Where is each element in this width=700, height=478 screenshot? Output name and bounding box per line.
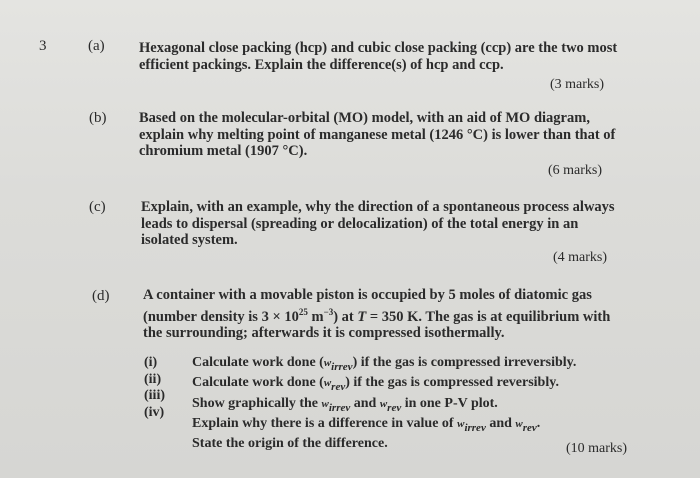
part-b-text bbox=[139, 110, 615, 160]
part-d-label: (d) bbox=[92, 288, 110, 304]
subpart-texts bbox=[192, 355, 576, 453]
subpart-label: (iii) bbox=[144, 388, 165, 403]
subpart-iv-text: Explain why there is a difference in value of $w_{irrev}$ and $w_{rev}$. bbox=[192, 415, 541, 434]
part-c-line: isolated system. bbox=[141, 232, 238, 248]
part-d-line: the surrounding; afterwards it is compressed isothermally. bbox=[143, 324, 505, 341]
part-a-line: Hexagonal close packing (hcp) and cubic close packing (ccp) are the two most bbox=[139, 40, 618, 56]
subpart-label: (i) bbox=[144, 355, 158, 370]
part-b-label: (b) bbox=[89, 110, 107, 126]
part-d-line: A container with a movable piston is occupied by 5 moles of diatomic gas bbox=[143, 287, 592, 303]
subpart-labels bbox=[144, 355, 165, 421]
part-d-marks: (10 marks) bbox=[566, 441, 628, 456]
part-b-marks: (6 marks) bbox=[548, 163, 603, 178]
part-d-text bbox=[143, 287, 610, 341]
subpart-iv-extra: State the origin of the difference. bbox=[192, 436, 388, 452]
part-a-line: efficient packings. Explain the difference(s) of hcp and ccp. bbox=[139, 56, 504, 73]
part-c-marks: (4 marks) bbox=[553, 250, 608, 265]
part-c-text bbox=[141, 199, 615, 249]
part-d-line: (number density is $3 \times 10^{25}$ $m^{-3}$) at T = 350 K. The gas is at equilibrium with bbox=[143, 306, 611, 325]
subpart-iii-text: Show graphically the $w_{irrev}$ and $w_{rev}$ in one P-V plot. bbox=[192, 395, 498, 414]
part-c-line: Explain, with an example, why the direction of a spontaneous process always bbox=[141, 199, 615, 215]
part-a-label: (a) bbox=[88, 38, 105, 54]
part-b-line: Based on the molecular-orbital (MO) model, with an aid of MO diagram, bbox=[139, 110, 590, 126]
part-b-line: explain why melting point of manganese metal (1246 °C) is lower than that of bbox=[139, 126, 616, 143]
part-a-marks: (3 marks) bbox=[550, 77, 605, 92]
part-c-label: (c) bbox=[89, 199, 106, 215]
subpart-i-text: Calculate work done $(w_{irrev})$ if the gas is compressed irreversibly. bbox=[192, 355, 577, 373]
subpart-ii-text: Calculate work done $(w_{rev})$ if the gas is compressed reversibly. bbox=[192, 375, 559, 394]
subpart-label: (ii) bbox=[144, 371, 162, 387]
part-c-line: leads to dispersal (spreading or delocalization) of the total energy in an bbox=[141, 215, 579, 232]
subpart-label: (iv) bbox=[144, 404, 165, 420]
part-b-line: chromium metal (1907 °C). bbox=[139, 143, 308, 159]
part-a-text bbox=[139, 40, 617, 73]
question-number: 3 bbox=[39, 38, 47, 54]
